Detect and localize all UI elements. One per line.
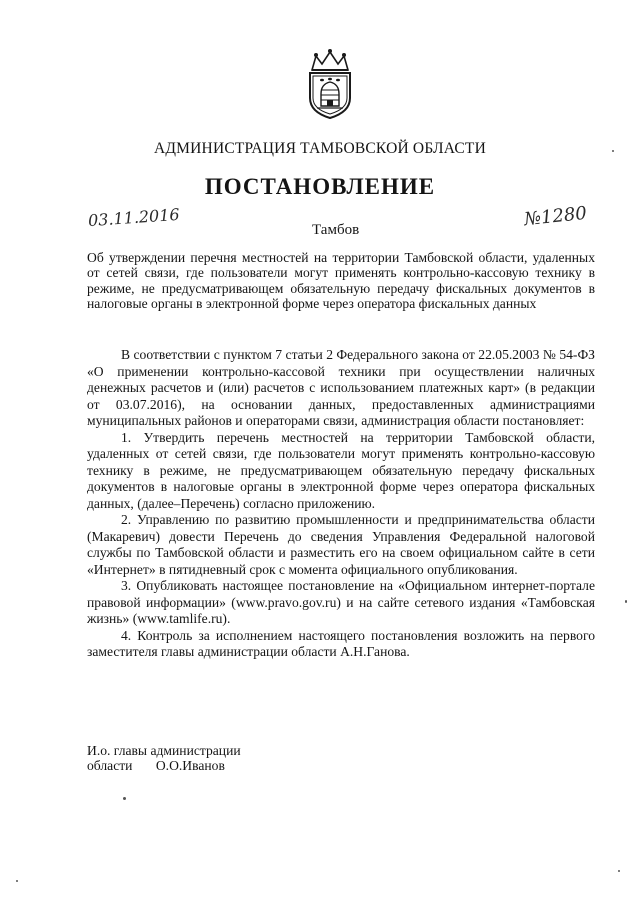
body-item: 4. Контроль за исполнением настоящего постановления возложить на первого заместителя главы администрации области А.Н.Ганова.: [87, 627, 595, 659]
document-type: ПОСТАНОВЛЕНИЕ: [204, 174, 436, 199]
document-date: 03.11.2016: [87, 204, 181, 231]
scan-speck: [625, 600, 627, 603]
organization-name: АДМИНИСТРАЦИЯ ТАМБОВСКОЙ ОБЛАСТИ: [154, 140, 486, 157]
document-number: №1280: [523, 202, 588, 231]
signer-position: И.о. главы администрации: [87, 743, 241, 758]
signer-position-line2: области: [87, 758, 133, 773]
scan-speck: [612, 150, 614, 152]
document-body: [87, 347, 595, 661]
scan-speck: [16, 880, 18, 882]
scan-speck: [618, 870, 620, 872]
document-subject: Об утверждении перечня местностей на территории Тамбовской области, удаленных от сетей связи, где пользователи могут применять контрольно-кассовую технику в режиме, не предусматривающем обязательную передачу фискальных документов в налоговые органы в электронной форме через оператора фискальных данных: [87, 250, 595, 312]
scan-speck: [123, 797, 126, 800]
body-preamble: В соответствии с пунктом 7 статьи 2 Федерального закона от 22.05.2003 № 54-ФЗ «О применении контрольно-кассовой техники при осуществлении наличных денежных расчетов и (или) расчетов с использованием платежных карт» (в редакции от 03.07.2016), на основании данных, предоставленных администрациями муниципальных районов и операторами связи, администрация области постановляет:: [87, 347, 595, 428]
tambov-coat-of-arms-icon: [302, 48, 358, 120]
document-city: Тамбов: [312, 222, 360, 238]
body-item: 1. Утвердить перечень местностей на территории Тамбовской области, удаленных от сетей связи, где пользователи могут применять контрольно-кассовую технику в режиме, не предусматривающем обязательную передачу фискальных документов в налоговые органы в электронной форме через оператора фискальных данных, (далее–Перечень) согласно приложению.: [87, 429, 595, 511]
signature-block: [87, 743, 241, 773]
body-item: 3. Опубликовать настоящее постановление на «Официальном интернет-портале правовой информации» (www.pravo.gov.ru) и на сайте сетевого издания «Тамбовская жизнь» (www.tamlife.ru).: [87, 578, 595, 626]
body-item: 2. Управлению по развитию промышленности и предпринимательства области (Макаревич) довести Перечень до сведения Управления Федеральной налоговой службы по Тамбовской области и разместить его на своем официальном сайте в сети «Интернет» в пятидневный срок с момента официального опубликования.: [87, 512, 595, 577]
signer-name: О.О.Иванов: [155, 758, 225, 773]
